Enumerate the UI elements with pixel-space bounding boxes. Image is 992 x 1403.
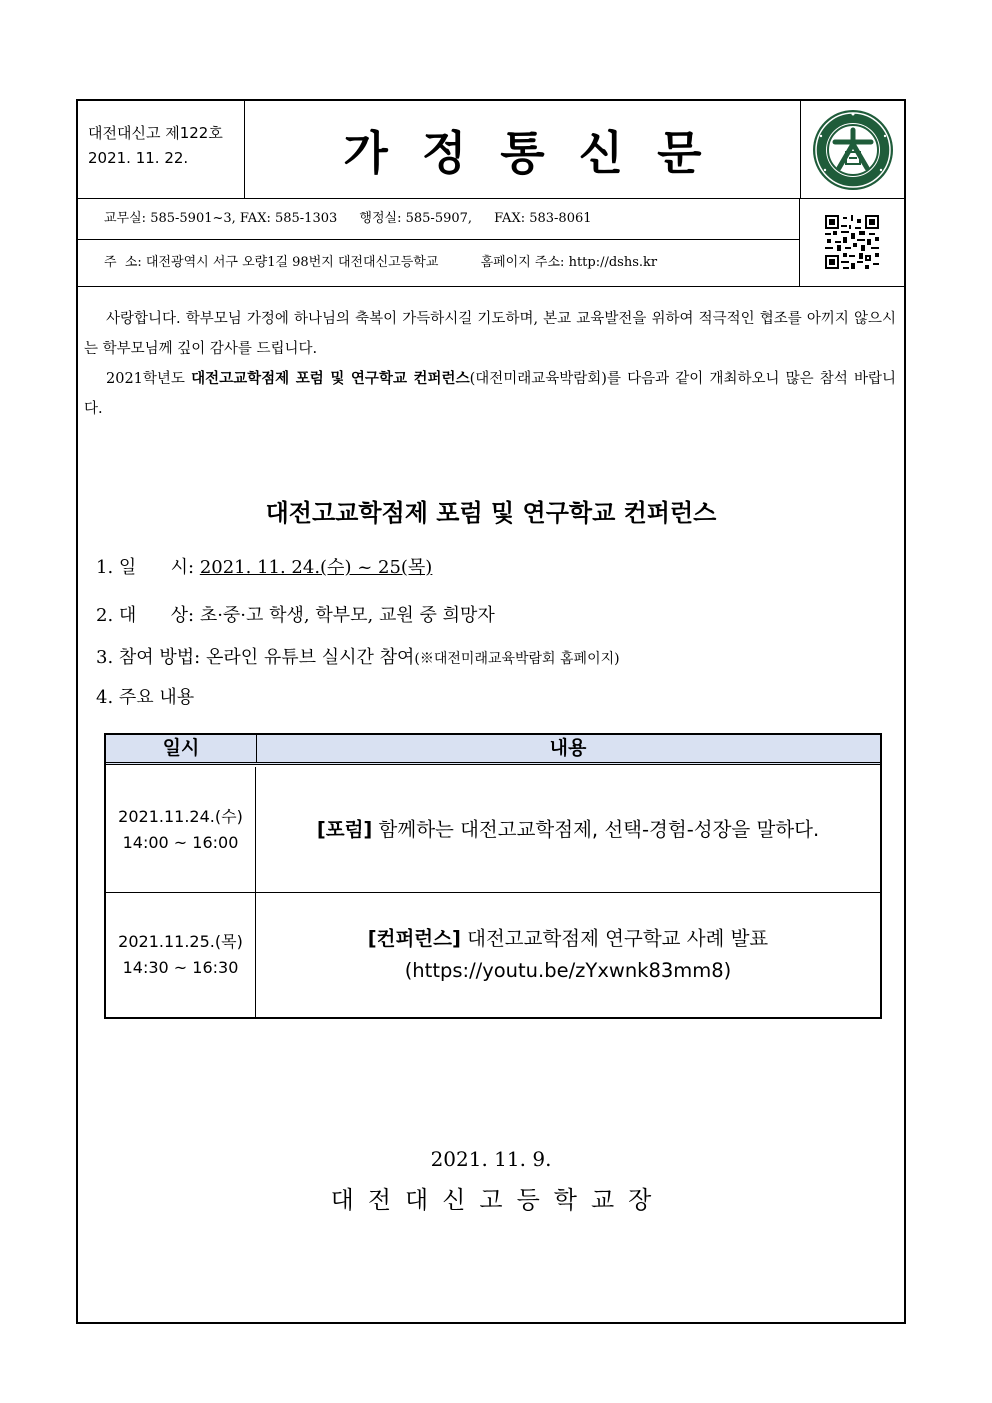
row-time: 14:30 ~ 16:30 — [122, 958, 239, 977]
item-content — [96, 683, 194, 709]
admin-phone-label: 행정실: — [359, 211, 402, 226]
content-label: 4. 주요 내용 — [96, 687, 195, 708]
method-label: 3. 참여 방법: — [96, 647, 201, 668]
issue-date: 2021. 11. 22. — [88, 149, 189, 167]
page-title: 가정통신문 — [343, 125, 736, 180]
row-date: 2021.11.25.(목) — [118, 932, 243, 951]
row-description: 함께하는 대전고교학점제, 선택-경험-성장을 말하다. — [372, 817, 820, 841]
schedule-header — [106, 735, 880, 765]
row-datetime — [106, 767, 256, 892]
intro-paragraph-2 — [84, 364, 896, 424]
method-note: (※대전미래교육박람회 홈페이지) — [414, 651, 620, 667]
row-content — [256, 767, 880, 892]
school-emblem-icon — [800, 101, 904, 198]
intro-paragraph-1: 사랑합니다. 학부모님 가정에 하나님의 축복이 가득하시길 기도하며, 본교 교육발전을 위하여 적극적인 협조를 아끼지 않으시는 학부모님께 깊이 감사를 드립니다. — [84, 311, 896, 357]
intro-text — [84, 304, 896, 424]
row-time: 14:00 ~ 16:00 — [122, 832, 239, 852]
row-datetime — [106, 893, 256, 1017]
event-title: 대전고교학점제 포럼 및 연구학교 컨퍼런스 — [265, 499, 717, 527]
address-label: 주 소: — [104, 255, 142, 270]
row-tag: [컨퍼런스] — [367, 927, 461, 950]
method-value: 온라인 유튜브 실시간 참여 — [205, 647, 415, 668]
target-label: 2. 대 상: — [96, 605, 195, 626]
row-description: 대전고교학점제 연구학교 사례 발표 — [460, 927, 769, 950]
target-value: 초·중·고 학생, 학부모, 교원 중 희망자 — [199, 605, 495, 626]
qr-code-icon[interactable] — [800, 198, 904, 286]
address-value: 대전광역시 서구 오량1길 98번지 대전대신고등학교 — [145, 255, 439, 270]
header-divider — [78, 286, 904, 287]
homepage-label: 홈페이지 주소: — [480, 255, 565, 270]
table-row — [106, 893, 880, 1017]
issue-info — [78, 101, 245, 198]
schedule-table — [104, 733, 882, 1019]
row-date: 2021.11.24.(수) — [118, 806, 243, 826]
issue-number: 대전대신고 제122호 — [88, 124, 223, 142]
date-label: 1. 일 시: — [96, 557, 195, 578]
item-date — [96, 553, 432, 579]
office-phone-label: 교무실: — [104, 211, 147, 226]
item-target — [96, 601, 495, 627]
intro-event-name: 대전고교학점제 포럼 및 연구학교 컨퍼런스 — [191, 370, 470, 387]
office-phone-value: 585-5901~3, FAX: 585-1303 — [150, 211, 338, 226]
header-datetime: 일시 — [106, 735, 257, 762]
homepage-link[interactable]: http://dshs.kr — [568, 255, 658, 270]
contact-row — [78, 198, 800, 240]
admin-fax-value: FAX: 583-8061 — [494, 211, 592, 226]
document-frame — [76, 99, 906, 1324]
item-method — [96, 643, 620, 669]
row-tag: [포럼] — [316, 817, 373, 841]
admin-phone-value: 585-5907, — [405, 211, 473, 226]
youtube-link[interactable]: (https://youtu.be/zYxwnk83mm8) — [404, 959, 732, 982]
principal-signature: 대전대신고등학교장 — [330, 1186, 666, 1214]
issue-date-footer: 2021. 11. 9. — [430, 1147, 552, 1171]
intro-p2-prefix: 2021학년도 — [106, 371, 192, 387]
header-top-row — [78, 101, 904, 199]
table-row — [106, 767, 880, 893]
row-content — [256, 893, 880, 1017]
header-content: 내용 — [549, 737, 587, 759]
address-row — [78, 240, 800, 286]
intro-p2-suffix: (대전미래교육박람회)를 다음과 같이 개최하오니 많은 참석 바랍니다. — [84, 371, 896, 417]
date-value: 2021. 11. 24.(수) ~ 25(목) — [199, 557, 433, 578]
